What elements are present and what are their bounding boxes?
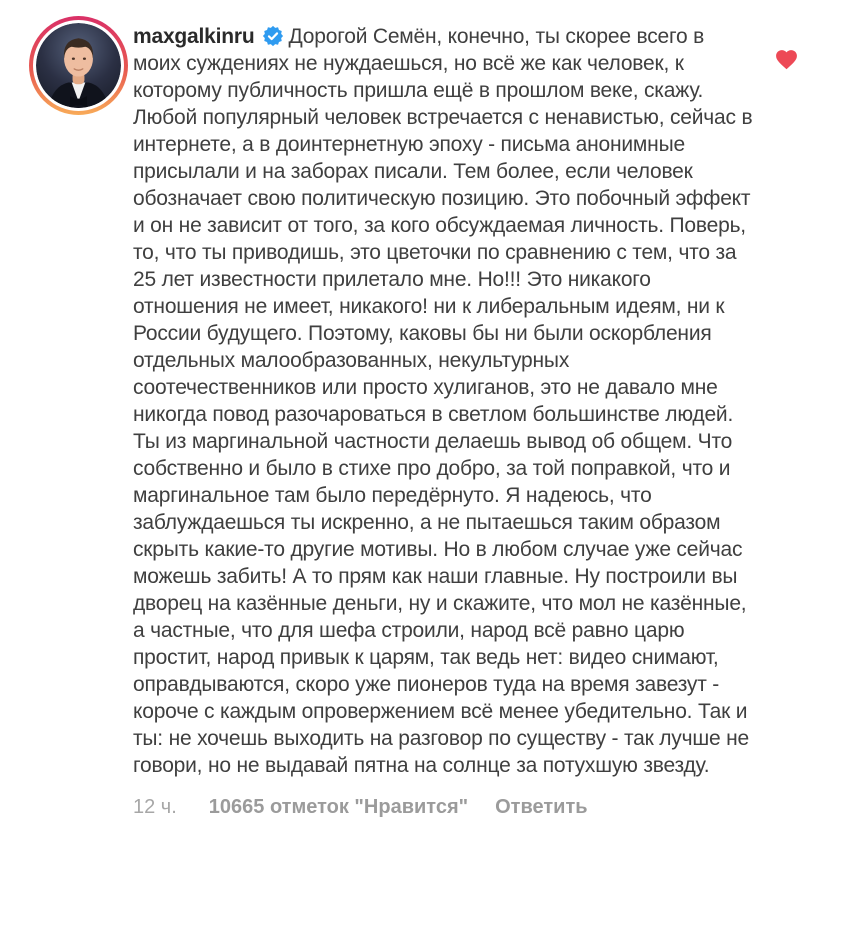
like-button[interactable] <box>772 47 800 73</box>
reply-button[interactable]: Ответить <box>495 796 588 818</box>
avatar[interactable] <box>36 23 121 108</box>
comment-message: Дорогой Семён, конечно, ты скорее всего в моих суждениях не нуждаешься, но всё же как человек, к которому публичность пришла ещё в прошлом веке, скажу. Любой популярный человек встречается с ненавистью, сейчас в интернете, а в доинтернетную эпоху - письма анонимные присылали и на заборах писали. Тем более, если человек обозначает свою политическую позицию. Это побочный эффект и он не зависит от того, за кого обсуждаемая личность. Поверь, то, что ты приводишь, это цветочки по сравнению с тем, что за 25 лет известности прилетало мне. Но!!! Это никакого отношения не имеет, никакого! ни к либеральным идеям, ни к России будущего. Поэтому, каковы бы ни были оскорбления отдельных малообразованных, некультурных соотечественников или просто хулиганов, это не давало мне никогда повод разочароваться в светлом большинстве людей. Ты из маргинальной частности делаешь вывод об общем. Что собственно и было в стихе про добро, за той поправкой, что и маргинальное там было передёрнуто. Я надеюсь, что заблуждаешься ты искренно, а не пытаешься таким образом скрыть какие-то другие мотивы. Но в любом случае уже сейчас можешь забить! А то прям как наши главные. Ну построили вы дворец на казённые деньги, ну и скажите, что мол не казённые, а частные, что для шефа строили, народ всё равно царю простит, народ привык к царям, так ведь нет: видео снимают, оправдываются, скоро уже пионеров туда на время завезут - короче с каждым опровержением всё менее убедительно. Так и ты: не хочешь выходить на разговор по существу - так лучше не говори, но не выдавай пятна на солнце за потухшую звезду. <box>133 25 753 777</box>
comment-body <box>133 23 753 819</box>
avatar-gap <box>33 20 124 111</box>
avatar-story-ring[interactable] <box>29 16 128 115</box>
timestamp: 12 ч. <box>133 796 177 818</box>
comment-text <box>133 23 753 779</box>
comment-footer <box>133 796 753 819</box>
username-link[interactable]: maxgalkinru <box>133 25 255 48</box>
heart-icon <box>774 47 799 70</box>
likes-count-button[interactable]: 10665 отметок "Нравится" <box>208 796 469 818</box>
verified-badge-icon <box>262 25 284 47</box>
